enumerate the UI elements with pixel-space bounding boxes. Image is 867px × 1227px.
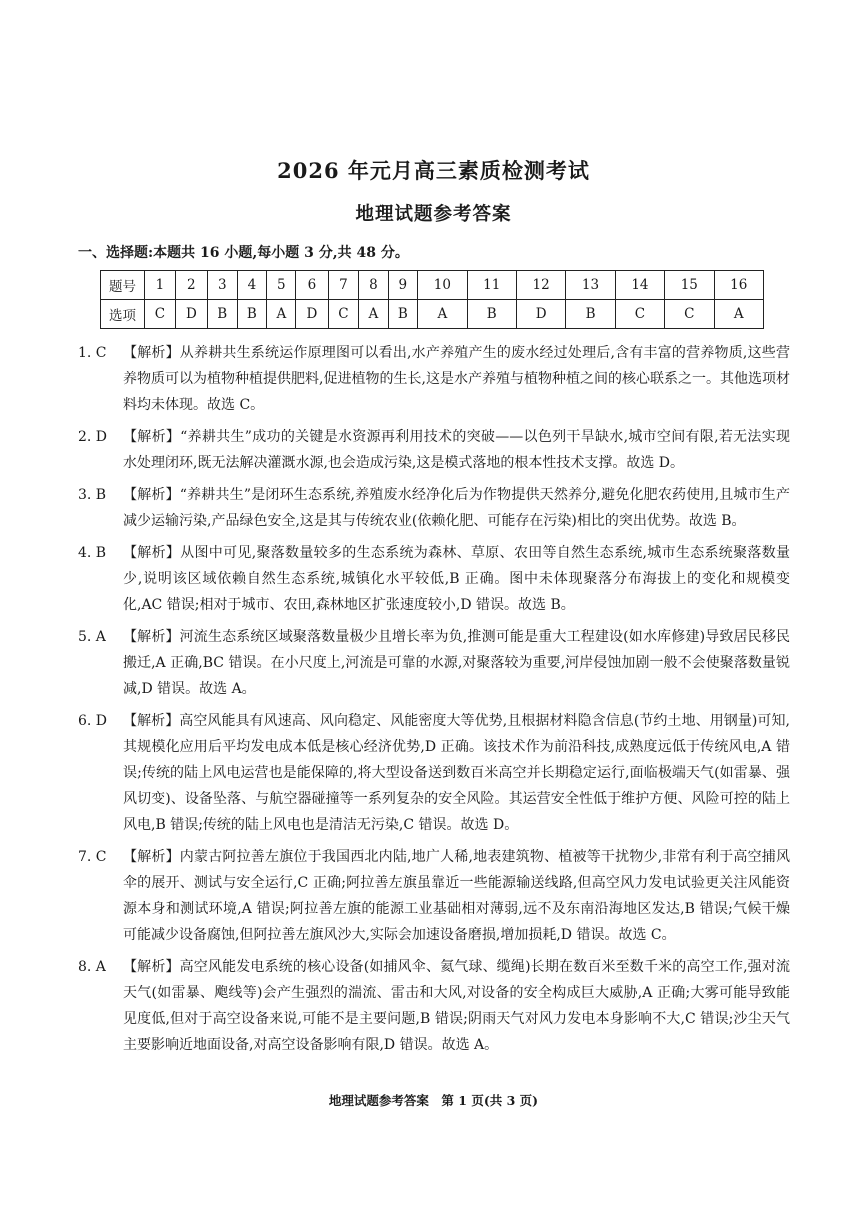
answer-cell: A — [418, 300, 467, 329]
question-number-cell: 3 — [207, 271, 237, 300]
section-heading: 一、选择题:本题共 16 小题,每小题 3 分,共 48 分。 — [78, 245, 409, 261]
explanation-text: 【解析】河流生态系统区域聚落数量极少且增长率为负,推测可能是重大工程建设(如水库修建)导致居民移民搬迁,A 正确,BC 错误。在小尺度上,河流是可靠的水源,对聚落较为重要,河岸侵蚀加剧一般不会使聚落数量锐减,D 错误。故选 A。 — [123, 629, 790, 697]
explanation-item — [78, 482, 790, 534]
answer-cell: B — [566, 300, 615, 329]
explanation-text: 【解析】内蒙古阿拉善左旗位于我国西北内陆,地广人稀,地表建筑物、植被等干扰物少,非常有利于高空捕风伞的展开、测试与安全运行,C 正确;阿拉善左旗虽靠近一些能源输送线路,但高空风力发电试验更关注风能资源本身和测试环境,A 错误;阿拉善左旗的能源工业基础相对薄弱,远不及东南沿海地区发达,B 错误;气候干燥可能减少设备腐蚀,但阿拉善左旗风沙大,实际会加速设备磨损,增加损耗,D 错误。故选 C。 — [123, 849, 790, 943]
explanation-item — [78, 624, 790, 702]
explanation-item — [78, 844, 790, 948]
question-number-cell: 5 — [267, 271, 296, 300]
row-label-number: 题号 — [101, 271, 145, 300]
question-number-cell: 4 — [237, 271, 267, 300]
question-number-cell: 11 — [467, 271, 516, 300]
explanation-text: 【解析】“养耕共生”是闭环生态系统,养殖废水经净化后为作物提供天然养分,避免化肥农药使用,且城市生产减少运输污染,产品绿色安全,这是其与传统农业(依赖化肥、可能存在污染)相比的突出优势。故选 B。 — [123, 487, 790, 529]
answer-cell: C — [615, 300, 664, 329]
explanation-text: 【解析】“养耕共生”成功的关键是水资源再利用技术的突破——以色列干旱缺水,城市空间有限,若无法实现水处理闭环,既无法解决灌溉水源,也会造成污染,这是模式落地的根本性技术支撑。故选 D。 — [123, 429, 790, 471]
answer-cell: B — [388, 300, 418, 329]
explanation-text: 【解析】高空风能发电系统的核心设备(如捕风伞、氦气球、缆绳)长期在数百米至数千米的高空工作,强对流天气(如雷暴、飑线等)会产生强烈的湍流、雷击和大风,对设备的安全构成巨大威胁,A 正确;大雾可能导致能见度低,但对于高空设备来说,可能不是主要问题,B 错误;阴雨天气对风力发电本身影响不大,C 错误;沙尘天气主要影响近地面设备,对高空设备影响有限,D 错误。故选 A。 — [123, 959, 790, 1053]
question-number-cell: 13 — [566, 271, 615, 300]
answer-table — [100, 270, 764, 329]
document-title: 2026 年元月高三素质检测考试 — [277, 158, 590, 183]
question-answer-label: 7. C — [78, 849, 107, 865]
explanation-item — [78, 540, 790, 618]
question-answer-label: 4. B — [78, 545, 107, 561]
answer-cell: C — [328, 300, 359, 329]
question-number-cell: 6 — [296, 271, 328, 300]
page-footer: 地理试题参考答案 第 1 页(共 3 页) — [328, 1093, 539, 1108]
answer-row — [101, 300, 764, 329]
answer-cell: A — [714, 300, 764, 329]
answer-cell: B — [467, 300, 516, 329]
question-number-cell: 7 — [328, 271, 359, 300]
question-number-cell: 12 — [516, 271, 565, 300]
answer-cell: B — [237, 300, 267, 329]
question-answer-label: 6. D — [78, 713, 108, 729]
question-number-cell: 15 — [665, 271, 714, 300]
explanation-text: 【解析】从图中可见,聚落数量较多的生态系统为森林、草原、农田等自然生态系统,城市生态系统聚落数量少,说明该区域依赖自然生态系统,城镇化水平较低,B 正确。图中未体现聚落分布海拔上的变化和规模变化,AC 错误;相对于城市、农田,森林地区扩张速度较小,D 错误。故选 B。 — [123, 545, 790, 613]
explanation-item — [78, 424, 790, 476]
question-number-row — [101, 271, 764, 300]
question-number-cell: 9 — [388, 271, 418, 300]
question-answer-label: 1. C — [78, 345, 107, 361]
explanations-list — [78, 340, 790, 1064]
explanation-item — [78, 954, 790, 1058]
question-number-cell: 10 — [418, 271, 467, 300]
explanation-item — [78, 340, 790, 418]
question-answer-label: 2. D — [78, 429, 108, 445]
answer-cell: D — [175, 300, 207, 329]
answer-cell: A — [359, 300, 388, 329]
explanation-text: 【解析】高空风能具有风速高、风向稳定、风能密度大等优势,且根据材料隐含信息(节约土地、用钢量)可知,其规模化应用后平均发电成本低是核心经济优势,D 正确。该技术作为前沿科技,成熟度远低于传统风电,A 错误;传统的陆上风电运营也是能保障的,将大型设备送到数百米高空并长期稳定运行,面临极端天气(如雷暴、强风切变)、设备坠落、与航空器碰撞等一系列复杂的安全风险。其运营安全性低于维护方便、风险可控的陆上风电,B 错误;传统的陆上风电也是清洁无污染,C 错误。故选 D。 — [123, 713, 790, 833]
question-answer-label: 3. B — [78, 487, 107, 503]
question-number-cell: 2 — [175, 271, 207, 300]
answer-cell: D — [516, 300, 565, 329]
question-answer-label: 5. A — [78, 629, 106, 645]
question-number-cell: 14 — [615, 271, 664, 300]
question-number-cell: 16 — [714, 271, 764, 300]
explanation-text: 【解析】从养耕共生系统运作原理图可以看出,水产养殖产生的废水经过处理后,含有丰富的营养物质,这些营养物质可以为植物种植提供肥料,促进植物的生长,这是水产养殖与植物种植之间的核心联系之一。其他选项材料均未体现。故选 C。 — [123, 345, 790, 413]
question-number-cell: 8 — [359, 271, 388, 300]
question-number-cell: 1 — [145, 271, 176, 300]
document-subtitle: 地理试题参考答案 — [355, 204, 512, 225]
explanation-item — [78, 708, 790, 838]
answer-cell: A — [267, 300, 296, 329]
question-answer-label: 8. A — [78, 959, 106, 975]
answer-cell: D — [296, 300, 328, 329]
answer-cell: C — [665, 300, 714, 329]
row-label-answer: 选项 — [101, 300, 145, 329]
answer-cell: B — [207, 300, 237, 329]
answer-cell: C — [145, 300, 176, 329]
